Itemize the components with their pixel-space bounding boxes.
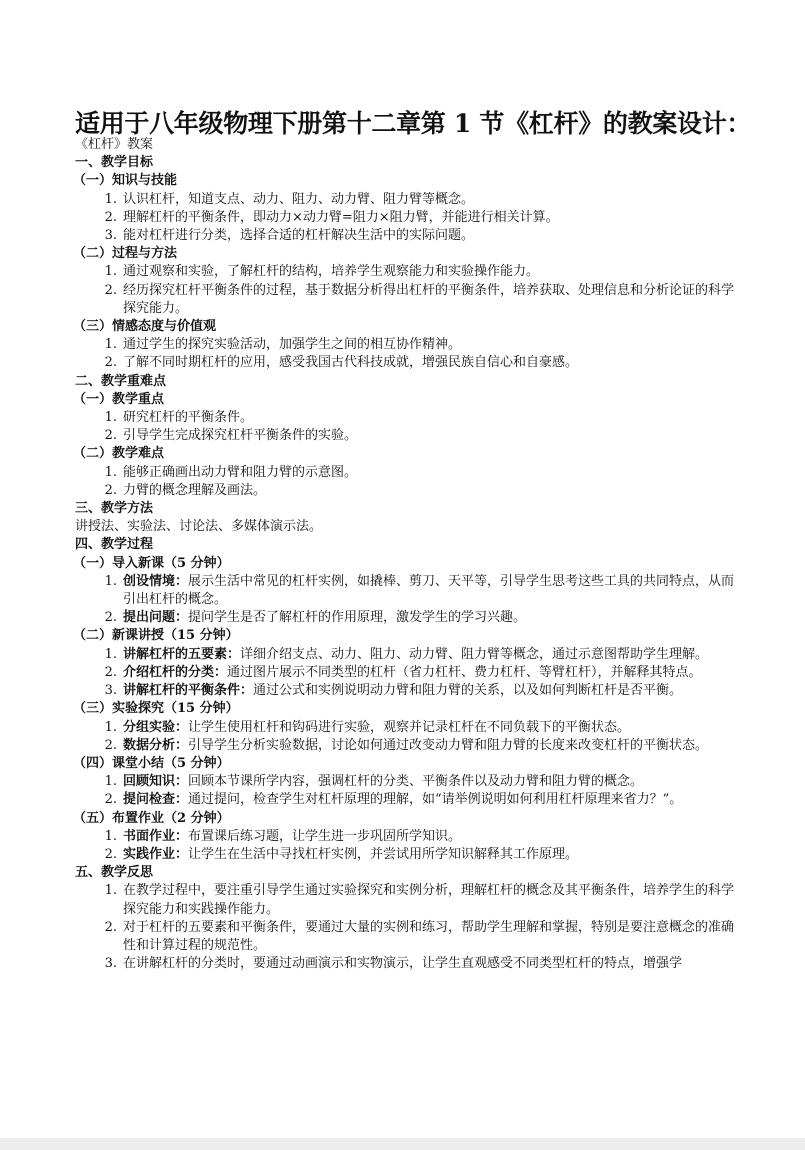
list-item: 2. 对于杠杆的五要素和平衡条件，要通过大量的实例和练习，帮助学生理解和掌握，特别是要注意概念的准确性和计算过程的规范性。 xyxy=(104,919,735,953)
section-heading-process: 四、教学过程 xyxy=(75,537,154,553)
subsection-heading: （三）情感态度与价值观 xyxy=(73,319,217,335)
subsection-heading: （一）知识与技能 xyxy=(73,173,178,189)
list-item: 1. 在教学过程中，要注重引导学生通过实验探究和实例分析，理解杠杆的概念及其平衡条件，培养学生的科学探究能力和实践操作能力。 xyxy=(104,883,735,917)
lesson-plan-subtitle: 《杠杆》教案 xyxy=(75,137,154,152)
list-item: 2. 提问检查：通过提问，检查学生对杠杆原理的理解，如“请举例说明如何利用杠杆原理来省力？”。 xyxy=(104,792,683,808)
subsection-heading: （三）实验探究（15 分钟） xyxy=(73,701,239,717)
list-item: 3. 能对杠杆进行分类，选择合适的杠杆解决生活中的实际问题。 xyxy=(104,228,475,244)
list-item: 1. 通过学生的探究实验活动，加强学生之间的相互协作精神。 xyxy=(104,337,462,353)
list-item: 2. 介绍杠杆的分类：通过图片展示不同类型的杠杆（省力杠杆、费力杠杆、等臂杠杆），并解释其特点。 xyxy=(104,664,702,680)
section-heading-objectives: 一、教学目标 xyxy=(75,155,154,171)
list-item: 1. 书面作业：布置课后练习题，让学生进一步巩固所学知识。 xyxy=(104,828,462,844)
list-item: 1. 通过观察和实验，了解杠杆的结构，培养学生观察能力和实验操作能力。 xyxy=(104,264,540,280)
methods-text: 讲授法、实验法、讨论法、多媒体演示法。 xyxy=(75,519,323,535)
list-item: 2. 数据分析：引导学生分析实验数据，讨论如何通过改变动力臂和阻力臂的长度来改变杠杆的平衡状态。 xyxy=(104,737,709,753)
list-item: 2. 提出问题：提问学生是否了解杠杆的作用原理，激发学生的学习兴趣。 xyxy=(104,610,527,626)
list-item: 1. 认识杠杆，知道支点、动力、阻力、动力臂、阻力臂等概念。 xyxy=(104,191,475,207)
list-item: 1. 回顾知识：回顾本节课所学内容，强调杠杆的分类、平衡条件以及动力臂和阻力臂的概念。 xyxy=(104,774,644,790)
subsection-heading: （二）过程与方法 xyxy=(73,246,178,262)
subsection-heading: （一）教学重点 xyxy=(73,391,165,407)
section-heading-methods: 三、教学方法 xyxy=(75,501,154,517)
subsection-heading: （二）新课讲授（15 分钟） xyxy=(73,628,239,644)
page-gap xyxy=(0,1138,805,1150)
list-item: 1. 研究杠杆的平衡条件。 xyxy=(104,410,254,426)
subsection-heading: （四）课堂小结（5 分钟） xyxy=(73,755,230,771)
list-item: 1. 讲解杠杆的五要素：详细介绍支点、动力、阻力、动力臂、阻力臂等概念，通过示意图帮助学生理解。 xyxy=(104,646,709,662)
section-heading-reflection: 五、教学反思 xyxy=(75,865,154,881)
list-item: 2. 引导学生完成探究杠杆平衡条件的实验。 xyxy=(104,428,358,444)
section-heading-key-points: 二、教学重难点 xyxy=(75,373,167,389)
list-item: 3. 讲解杠杆的平衡条件：通过公式和实例说明动力臂和阻力臂的关系，以及如何判断杠杆是否平衡。 xyxy=(104,683,683,699)
list-item: 1. 创设情境：展示生活中常见的杠杆实例，如撬棒、剪刀、天平等，引导学生思考这些工具的共同特点，从而引出杠杆的概念。 xyxy=(104,573,735,608)
list-item: 2. 实践作业：让学生在生活中寻找杠杆实例，并尝试用所学知识解释其工作原理。 xyxy=(104,846,579,862)
subsection-heading: （五）布置作业（2 分钟） xyxy=(73,810,230,826)
list-item: 3. 在讲解杠杆的分类时，要通过动画演示和实物演示，让学生直观感受不同类型杠杆的特点，增强学 xyxy=(104,956,683,972)
list-item: 1. 能够正确画出动力臂和阻力臂的示意图。 xyxy=(104,464,358,480)
document-body xyxy=(75,136,740,973)
list-item: 2. 经历探究杠杆平衡条件的过程，基于数据分析得出杠杆的平衡条件，培养获取、处理信息和分析论证的科学探究能力。 xyxy=(104,282,735,316)
list-item: 2. 理解杠杆的平衡条件，即动力×动力臂=阻力×阻力臂，并能进行相关计算。 xyxy=(104,209,559,225)
subsection-heading: （二）教学难点 xyxy=(73,446,165,462)
list-item: 2. 力臂的概念理解及画法。 xyxy=(104,482,267,498)
list-item: 2. 了解不同时期杠杆的应用，感受我国古代科技成就，增强民族自信心和自豪感。 xyxy=(104,355,579,371)
subsection-heading: （一）导入新课（5 分钟） xyxy=(73,555,230,571)
document-title: 适用于八年级物理下册第十二章第 1 节《杠杆》的教案设计： xyxy=(75,109,752,138)
list-item: 1. 分组实验：让学生使用杠杆和钩码进行实验，观察并记录杠杆在不同负载下的平衡状态。 xyxy=(104,719,631,735)
